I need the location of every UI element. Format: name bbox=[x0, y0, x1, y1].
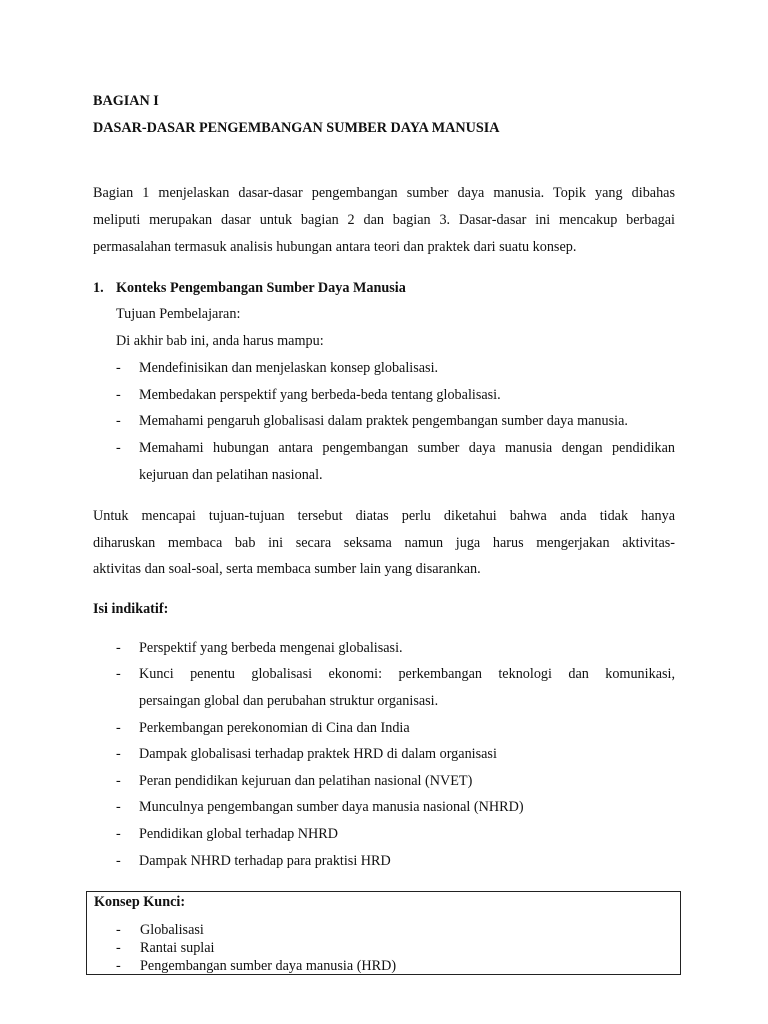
bullet-dash: - bbox=[116, 799, 121, 815]
objective-item: Membedakan perspektif yang berbeda-beda tentang globalisasi. bbox=[139, 387, 501, 403]
objective-item: Memahami hubungan antara pengembangan sumber daya manusia dengan pendidikan bbox=[139, 440, 675, 456]
intro-line: meliputi merupakan dasar untuk bagian 2 dan bagian 3. Dasar-dasar ini mencakup berbagai bbox=[93, 212, 675, 228]
bullet-dash: - bbox=[116, 360, 121, 376]
bullet-dash: - bbox=[116, 958, 121, 974]
bullet-dash: - bbox=[116, 826, 121, 842]
section-heading: Konteks Pengembangan Sumber Daya Manusia bbox=[116, 280, 406, 296]
key-concepts-heading: Konsep Kunci: bbox=[94, 894, 186, 910]
indicative-heading: Isi indikatif: bbox=[93, 601, 169, 617]
indicative-item: Dampak globalisasi terhadap praktek HRD di dalam organisasi bbox=[139, 746, 497, 762]
intro-line: Bagian 1 menjelaskan dasar-dasar pengembangan sumber daya manusia. Topik yang dibahas bbox=[93, 185, 675, 201]
bullet-dash: - bbox=[116, 440, 121, 456]
bullet-dash: - bbox=[116, 940, 121, 956]
indicative-item: Peran pendidikan kejuruan dan pelatihan nasional (NVET) bbox=[139, 773, 473, 789]
bullet-dash: - bbox=[116, 666, 121, 682]
objectives-intro: Di akhir bab ini, anda harus mampu: bbox=[116, 333, 324, 349]
indicative-item-continued: persaingan global dan perubahan struktur organisasi. bbox=[139, 693, 439, 709]
note-line: aktivitas dan soal-soal, serta membaca sumber lain yang disarankan. bbox=[93, 561, 481, 577]
bullet-dash: - bbox=[116, 413, 121, 429]
page-title: DASAR-DASAR PENGEMBANGAN SUMBER DAYA MANUSIA bbox=[93, 120, 500, 136]
indicative-item: Munculnya pengembangan sumber daya manusia nasional (NHRD) bbox=[139, 799, 524, 815]
section-number: 1. bbox=[93, 280, 104, 296]
indicative-item: Dampak NHRD terhadap para praktisi HRD bbox=[139, 853, 391, 869]
bullet-dash: - bbox=[116, 773, 121, 789]
bullet-dash: - bbox=[116, 640, 121, 656]
objective-item: Memahami pengaruh globalisasi dalam praktek pengembangan sumber daya manusia. bbox=[139, 413, 628, 429]
key-concept-item: Pengembangan sumber daya manusia (HRD) bbox=[140, 958, 397, 974]
objective-item: Mendefinisikan dan menjelaskan konsep globalisasi. bbox=[139, 360, 439, 376]
key-concepts-box bbox=[86, 891, 681, 975]
indicative-item: Pendidikan global terhadap NHRD bbox=[139, 826, 338, 842]
bullet-dash: - bbox=[116, 746, 121, 762]
key-concept-item: Globalisasi bbox=[140, 922, 204, 938]
indicative-item: Perkembangan perekonomian di Cina dan India bbox=[139, 720, 410, 736]
note-line: Untuk mencapai tujuan-tujuan tersebut diatas perlu diketahui bahwa anda tidak hanya bbox=[93, 508, 675, 524]
indicative-item: Perspektif yang berbeda mengenai globalisasi. bbox=[139, 640, 403, 656]
indicative-item: Kunci penentu globalisasi ekonomi: perkembangan teknologi dan komunikasi, bbox=[139, 666, 675, 682]
key-concept-item: Rantai suplai bbox=[140, 940, 215, 956]
bullet-dash: - bbox=[116, 387, 121, 403]
bullet-dash: - bbox=[116, 720, 121, 736]
objective-item-continued: kejuruan dan pelatihan nasional. bbox=[139, 467, 323, 483]
bullet-dash: - bbox=[116, 853, 121, 869]
bullet-dash: - bbox=[116, 922, 121, 938]
note-line: diharuskan membaca bab ini secara seksama namun juga harus mengerjakan aktivitas- bbox=[93, 535, 675, 551]
intro-line: permasalahan termasuk analisis hubungan antara teori dan praktek dari suatu konsep. bbox=[93, 239, 577, 255]
part-label: BAGIAN I bbox=[93, 93, 159, 109]
objectives-label: Tujuan Pembelajaran: bbox=[116, 306, 241, 322]
